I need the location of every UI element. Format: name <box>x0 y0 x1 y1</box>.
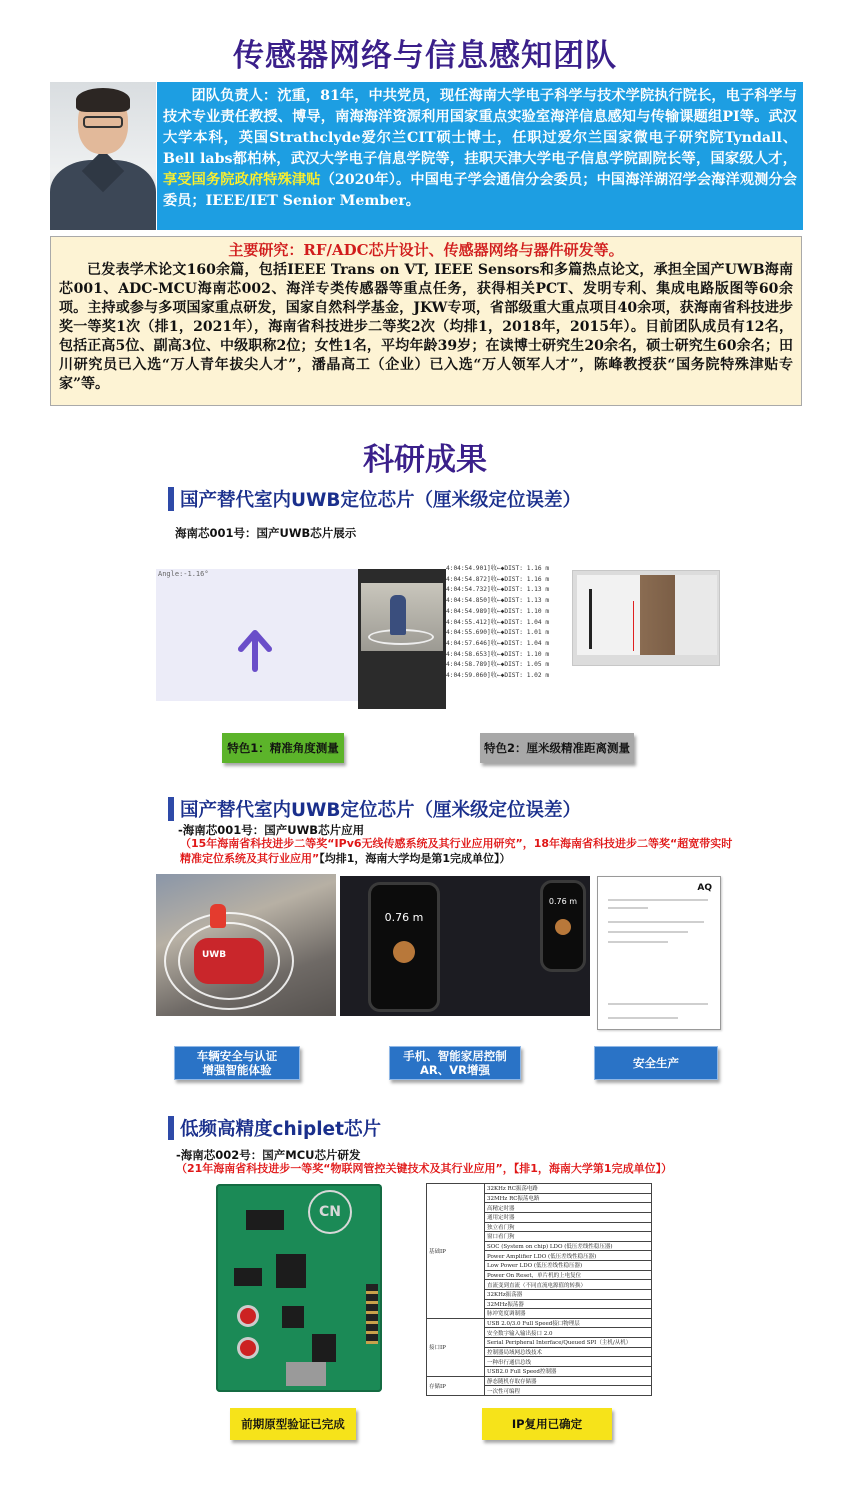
app-vehicle-button <box>174 1046 300 1080</box>
prototype-done-badge: 前期原型验证已完成 <box>230 1408 356 1440</box>
bio-box <box>157 82 803 230</box>
ip-item: 一次性可编程 <box>485 1386 652 1396</box>
monkey-icon <box>393 941 415 963</box>
log-line: 4:04:55.690]收←◆DIST: 1.01 m <box>446 629 550 637</box>
ip-category: 存储IP <box>427 1376 485 1396</box>
monkey-icon <box>555 919 571 935</box>
feature2-badge: 特色2：厘米级精准距离测量 <box>480 733 634 763</box>
ip-item: 通用定时器 <box>485 1212 652 1222</box>
mcu-board-photo <box>216 1184 382 1392</box>
vehicle-app-image <box>156 874 336 1016</box>
angle-demo-panel <box>156 569 358 701</box>
ip-category: 基础IP <box>427 1184 485 1319</box>
ip-item: 32MHz RC振荡电路 <box>485 1193 652 1203</box>
ip-table <box>426 1183 652 1396</box>
angle-readout: Angle:-1.16° <box>158 570 209 578</box>
log-line: 4:04:54.732]收←◆DIST: 1.13 m <box>446 586 550 594</box>
app-smart-home-line2: AR、VR增强 <box>419 1063 490 1077</box>
phone-distance-right: 0.76 m <box>548 897 578 906</box>
log-line: 4:04:55.412]收←◆DIST: 1.04 m <box>446 618 550 626</box>
research-title: 主要研究：RF/ADC芯片设计、传感器网络与器件研发等。 <box>228 241 624 259</box>
feature1-badge: 特色1：精准角度测量 <box>222 733 344 763</box>
ip-item: 窗口看门狗 <box>485 1232 652 1242</box>
ip-item: Low Power LDO (低压差线性稳压器) <box>485 1261 652 1271</box>
ip-item: 控制器局域网总线技术 <box>485 1347 652 1357</box>
log-line: 4:04:58.653]收←◆DIST: 1.10 m <box>446 650 550 658</box>
chiplet-heading: 低频高精度chiplet芯片 <box>168 1115 381 1141</box>
uwb-demo-heading: 国产替代室内UWB定位芯片（厘米级定位误差） <box>168 486 581 512</box>
safety-standard-doc <box>597 876 721 1030</box>
leader-photo <box>50 82 156 230</box>
board-logo: CN <box>308 1190 352 1234</box>
ip-item: Power Amplifier LDO (低压差线性稳压器) <box>485 1251 652 1261</box>
table-row <box>427 1318 652 1328</box>
phone-distance-left: 0.76 m <box>384 911 424 924</box>
research-box <box>50 236 802 406</box>
table-row <box>427 1184 652 1194</box>
table-row <box>427 1376 652 1386</box>
ip-item: 脉冲宽度调制器 <box>485 1309 652 1319</box>
ip-item: Serial Peripheral Interface/Queued SPI（主机/从机） <box>485 1338 652 1348</box>
page-title: 传感器网络与信息感知团队 <box>233 38 617 74</box>
distance-test-photo <box>572 570 720 666</box>
chiplet-label: -海南芯002号：国产MCU芯片研发 <box>176 1148 361 1162</box>
chiplet-award: （21年海南省科技进步一等奖“物联网管控关键技术及其行业应用”，【排1，海南大学第1完成单位】） <box>176 1162 673 1175</box>
app-vehicle-line2: 增强智能体验 <box>202 1063 272 1077</box>
hand-icon <box>210 904 226 928</box>
results-title: 科研成果 <box>363 442 487 478</box>
ip-reuse-badge: IP复用已确定 <box>482 1408 612 1440</box>
demo-video-frame <box>358 569 446 709</box>
log-line: 4:04:54.872]收←◆DIST: 1.16 m <box>446 575 550 583</box>
uwb-app-heading: 国产替代室内UWB定位芯片（厘米级定位误差） <box>168 796 581 822</box>
app-smart-home-button <box>389 1046 521 1080</box>
uwb-app-label: -海南芯001号：国产UWB芯片应用 <box>178 823 365 837</box>
app-smart-home-line1: 手机、智能家居控制 <box>403 1049 507 1063</box>
uwb-app-award-red: （15年海南省科技进步二等奖“IPv6无线传感系统及其行业应用研究”，18年海南省科技进步二等奖“超宽带实时精准定位系统及其行业应用” <box>180 837 733 865</box>
ip-item: 高精定时器 <box>485 1203 652 1213</box>
ip-item: 32KHz振荡器 <box>485 1289 652 1299</box>
uwb-app-award-black: 【均排1，海南大学均是第1完成单位】） <box>319 852 511 865</box>
bio-text-before: 团队负责人：沈重，81年，中共党员，现任海南大学电子科学与技术学院执行院长，电子科学与技术专业责任教授、博导，南海海洋资源利用国家重点实验室海洋信息感知与传输课题组PI等。武汉大学本科，英国Strathclyde爱尔兰CIT硕士博士，任职过爱尔兰国家微电子研究院Tyndall、Bell labs都柏林，武汉大学电子信息学院等，挂职天津大学电子信息学院副院长等，国家级人才， <box>163 88 797 167</box>
up-arrow-icon <box>156 569 358 701</box>
app-vehicle-line1: 车辆安全与认证 <box>196 1049 278 1063</box>
doc-code: AQ <box>697 883 712 893</box>
uwb-demo-label: 海南芯001号：国产UWB芯片展示 <box>175 526 357 540</box>
ip-item: 直流变到直流（不同直流电源值的转换） <box>485 1280 652 1290</box>
log-line: 4:04:58.789]收←◆DIST: 1.05 m <box>446 661 550 669</box>
bio-text-after: （2020年）。中国电子学会通信分会委员；中国海洋湖沼学会海洋观测分会委员；IEEE/IET Senior Member。 <box>163 172 797 209</box>
ip-item: USB 2.0/3.0 Full Speed接口物理层 <box>485 1318 652 1328</box>
ip-item: Power On Reset，单片机的上电复位 <box>485 1270 652 1280</box>
ip-item: 静态随机存取存储器 <box>485 1376 652 1386</box>
bio-highlight: 享受国务院政府特殊津贴 <box>163 172 321 188</box>
log-line: 4:04:59.060]收←◆DIST: 1.02 m <box>446 672 550 680</box>
research-body: 已发表学术论文160余篇，包括IEEE Trans on VT, IEEE Sensors和多篇热点论文，承担全国产UWB海南芯001、ADC-MCU海南芯002、海洋专类传感器等重点任务，获得相关PCT、发明专利、集成电路版图等60余项。主持或参与多项国家重点研发，国家自然科学基金，JKW专项，省部级重大重点项目40余项，获海南省科技进步奖一等奖1次（排1，2021年），海南省科技进步二等奖2次（均排1，2018年，2015年）。目前团队成员有12名，包括正高5位、副高3位、中级职称2位；女性1名，平均年龄39岁；在读博士研究生20余名，硕士研究生60余名；田川研究员已入选“万人青年拔尖人才”，潘晶高工（企业）已入选“万人领军人才”，陈峰教授获“国务院特殊津贴专家”等。 <box>59 262 793 392</box>
car-uwb-label: UWB <box>202 950 227 960</box>
ip-item: 32KHz RC振荡电路 <box>485 1184 652 1194</box>
ip-item: 安全数字输入输出接口 2.0 <box>485 1328 652 1338</box>
log-line: 4:04:57.646]收←◆DIST: 1.04 m <box>446 639 550 647</box>
ip-item: SOC (System on chip) LDO (低压差线性稳压器) <box>485 1241 652 1251</box>
phone-app-image <box>340 876 590 1016</box>
ip-item: 32MHz振荡器 <box>485 1299 652 1309</box>
ip-item: 独立看门狗 <box>485 1222 652 1232</box>
ip-item: 一种串行通信总线 <box>485 1357 652 1367</box>
log-line: 4:04:54.850]收←◆DIST: 1.13 m <box>446 597 550 605</box>
uwb-app-award <box>180 836 740 866</box>
log-line: 4:04:54.989]收←◆DIST: 1.10 m <box>446 607 550 615</box>
log-line: 4:04:54.901]收←◆DIST: 1.16 m <box>446 565 550 572</box>
app-safety-button: 安全生产 <box>594 1046 718 1080</box>
ip-category: 接口IP <box>427 1318 485 1376</box>
ip-item: USB2.0 Full Speed控制器 <box>485 1366 652 1376</box>
